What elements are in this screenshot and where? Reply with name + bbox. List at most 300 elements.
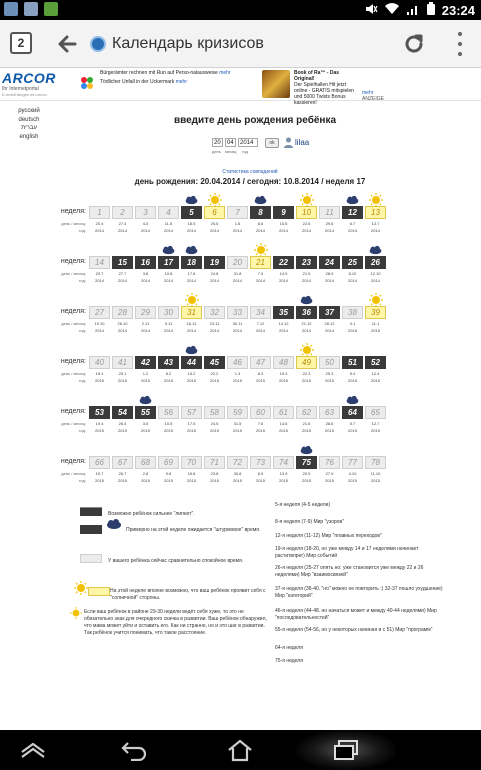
week-row <box>30 297 460 342</box>
year-row <box>89 428 386 433</box>
milestone-item[interactable]: 46-я неделя (44-48. но начаться может и между 40-44 неделями) Мир "последовательностей" <box>275 608 437 621</box>
day-month-value: 4.10 <box>348 471 357 476</box>
year-value: 2014 <box>233 328 242 333</box>
day-month-value: 14.6 <box>279 421 288 426</box>
empty-mark <box>135 443 156 456</box>
empty-mark <box>204 393 225 406</box>
week-cell[interactable]: 48 <box>273 356 294 369</box>
week-cell[interactable]: 44 <box>181 356 202 369</box>
empty-mark <box>365 443 386 456</box>
empty-mark <box>319 443 340 456</box>
milestone-item[interactable]: 26-я неделя (25-27 опять но: уже становится уже между 22 и 26 неделями) Мир "взаимосвязей" <box>275 565 424 578</box>
birthday-form: 20 04 2014 день месяц год ok lilaa <box>212 138 310 154</box>
year-value: 2014 <box>210 228 219 233</box>
day-month-value: 16.11 <box>186 321 197 326</box>
tabs-button[interactable]: 2 <box>10 32 32 54</box>
week-cell[interactable]: 8 <box>250 206 271 219</box>
empty-mark <box>89 293 110 306</box>
day-month-label: день / месяц: <box>61 471 86 476</box>
empty-mark <box>227 343 248 356</box>
week-cell[interactable]: 24 <box>319 256 340 269</box>
storm-cloud-icon <box>365 243 386 256</box>
week-cell[interactable]: 11 <box>319 206 340 219</box>
year-value: 2014 <box>302 228 311 233</box>
week-cell[interactable]: 13 <box>365 206 386 219</box>
month-input[interactable]: 04 <box>225 138 236 147</box>
arcor-logo[interactable]: ARCOR Ihr Internetportal E-mobil-iturgen ein-vrevo <box>2 70 56 97</box>
day-month-value: 8.6 <box>257 221 264 226</box>
legend-light-swatch <box>80 554 102 563</box>
week-cell[interactable]: 60 <box>250 406 271 419</box>
week-cell[interactable]: 26 <box>365 256 386 269</box>
week-cell[interactable]: 47 <box>250 356 271 369</box>
back-button[interactable] <box>52 29 82 59</box>
year-value: 2015 <box>302 378 311 383</box>
day-month-value: 18.1 <box>95 371 104 376</box>
week-cell[interactable]: 53 <box>89 406 110 419</box>
week-cell[interactable]: 19 <box>204 256 225 269</box>
overflow-menu-button[interactable] <box>450 32 470 56</box>
week-cell[interactable]: 10 <box>296 206 317 219</box>
week-cell[interactable]: 36 <box>296 306 317 319</box>
lang-russian[interactable]: русский <box>18 108 40 114</box>
game-ad[interactable]: Book of Ra™ - Das Original! Der Spielhallen Hit jetzt online - GRATIS mitspielen und 5000 Twists Bonus kassieren! mehr ANZEIGE <box>262 70 382 98</box>
year-value: 2014 <box>256 328 265 333</box>
week-cell[interactable]: 54 <box>112 406 133 419</box>
day-month-value: 5.10 <box>348 271 357 276</box>
week-cell[interactable]: 55 <box>135 406 156 419</box>
year-value: 2014 <box>325 328 334 333</box>
week-cell[interactable]: 41 <box>112 356 133 369</box>
milestone-item[interactable]: 37-я неделя (36-40. "но" можно не повторить :) 32-37 пошло ухудшение) Мир "категорий" <box>275 586 443 599</box>
year-value: 2015 <box>164 478 173 483</box>
note-sun-icon <box>70 607 82 622</box>
day-month-value: 14.12 <box>278 321 289 326</box>
day-month-value: 24.5 <box>210 421 219 426</box>
empty-mark <box>250 393 271 406</box>
week-cell[interactable]: 50 <box>319 356 340 369</box>
day-input[interactable]: 20 <box>212 138 223 147</box>
empty-mark <box>112 293 133 306</box>
day-month-value: 23.11 <box>209 321 220 326</box>
milestone-item[interactable]: 64-я неделя <box>275 645 303 651</box>
week-cell[interactable]: 28 <box>112 306 133 319</box>
day-month-value: 20.9 <box>302 471 311 476</box>
storm-cloud-icon <box>296 293 317 306</box>
user-link[interactable] <box>284 137 309 148</box>
nav-recents-button[interactable] <box>331 736 361 764</box>
empty-mark <box>273 343 294 356</box>
year-value: 2015 <box>348 378 357 383</box>
sun-icon <box>250 243 271 256</box>
week-cell[interactable]: 74 <box>273 456 294 469</box>
day-month-value: 12.4 <box>371 371 380 376</box>
week-cell[interactable]: 45 <box>204 356 225 369</box>
day-month-label: день / месяц: <box>61 421 86 426</box>
stats-link[interactable]: Статистика совпадений <box>222 169 278 175</box>
url-bar[interactable] <box>90 30 390 58</box>
empty-mark <box>250 443 271 456</box>
day-month-value: 22.6 <box>302 221 311 226</box>
week-cell[interactable]: 69 <box>158 456 179 469</box>
year-value: 2015 <box>325 378 334 383</box>
year-label: год: <box>79 228 86 233</box>
year-value: 2014 <box>279 228 288 233</box>
day-month-value: 7.9 <box>257 271 264 276</box>
day-month-value: 11.5 <box>164 221 173 226</box>
sun-icon <box>181 293 202 306</box>
day-month-label: день / месяц: <box>61 271 86 276</box>
ok-button[interactable]: ok <box>265 138 279 148</box>
week-cell[interactable]: 1 <box>89 206 110 219</box>
day-month-value: 28.12 <box>324 321 335 326</box>
week-cell[interactable]: 52 <box>365 356 386 369</box>
empty-mark <box>112 443 133 456</box>
sun-icon <box>296 193 317 206</box>
year-value: 2015 <box>118 378 127 383</box>
year-row <box>89 478 386 483</box>
mute-icon <box>364 2 378 19</box>
week-row <box>30 247 460 292</box>
milestone-item[interactable]: 5-я неделя (4-5 недели) <box>275 502 331 508</box>
week-cells <box>89 306 386 319</box>
week-cell[interactable]: 21 <box>250 256 271 269</box>
week-cell[interactable]: 6 <box>204 206 225 219</box>
week-cell[interactable]: 59 <box>227 406 248 419</box>
week-cell[interactable]: 57 <box>181 406 202 419</box>
year-value: 2015 <box>348 428 357 433</box>
week-cell[interactable]: 15 <box>112 256 133 269</box>
lang-german[interactable]: deutsch <box>18 116 40 123</box>
week-label: неделя: <box>60 408 86 415</box>
legend-dark-text: Возможно ребёнок сильнее "липнет". <box>108 511 195 517</box>
day-month-value: 19.10 <box>94 321 105 326</box>
user-icon <box>284 137 293 148</box>
year-value: 2014 <box>164 278 173 283</box>
lang-hebrew[interactable]: עברית <box>21 125 37 131</box>
week-marks <box>89 343 386 356</box>
week-cell[interactable]: 75 <box>296 456 317 469</box>
milestone-item[interactable]: 8-я неделя (7-9) Мир "узоров" <box>275 519 344 525</box>
week-cells <box>89 406 386 419</box>
week-cell[interactable]: 27 <box>89 306 110 319</box>
signal-icon <box>406 2 420 19</box>
day-month-value: 6.7 <box>349 221 356 226</box>
week-cells <box>89 256 386 269</box>
year-row <box>89 278 386 283</box>
empty-mark <box>342 443 363 456</box>
milestone-item[interactable]: 12-я неделя (11-12) Мир "плавных переходов" <box>275 533 382 539</box>
form-title: введите день рождения ребёнка <box>173 115 337 126</box>
week-cell[interactable]: 40 <box>89 356 110 369</box>
week-cell[interactable]: 2 <box>112 206 133 219</box>
year-label: год: <box>79 478 86 483</box>
news-item-1[interactable]: Bürgerämter rechnen mit Run auf Perso-nalausweise <box>100 70 218 76</box>
day-month-value: 25.5 <box>210 221 219 226</box>
day-month-row <box>89 471 386 476</box>
week-cells <box>89 456 386 469</box>
year-value: 2014 <box>325 228 334 233</box>
clock: 23:24 <box>441 3 475 18</box>
year-value: 2015 <box>95 378 104 383</box>
day-month-value: 9.8 <box>165 471 172 476</box>
empty-mark <box>135 243 156 256</box>
week-cell[interactable]: 68 <box>135 456 156 469</box>
empty-mark <box>273 193 294 206</box>
week-cell[interactable]: 12 <box>342 206 363 219</box>
empty-mark <box>342 293 363 306</box>
week-cells <box>89 206 386 219</box>
week-cell[interactable]: 76 <box>319 456 340 469</box>
week-cell[interactable]: 63 <box>319 406 340 419</box>
year-value: 2015 <box>95 428 104 433</box>
legend-storm-swatch <box>80 525 102 534</box>
empty-mark <box>250 343 271 356</box>
year-value: 2014 <box>279 328 288 333</box>
day-month-value: 12.7 <box>371 421 380 426</box>
year-value: 2014 <box>210 278 219 283</box>
year-value: 2014 <box>302 328 311 333</box>
day-month-value: 15.6 <box>279 221 288 226</box>
empty-mark <box>250 293 271 306</box>
news-item-2[interactable]: Tödlicher Unfall in der Uckermark <box>100 78 175 85</box>
language-list <box>14 107 44 141</box>
week-cell[interactable]: 73 <box>250 456 271 469</box>
year-input[interactable]: 2014 <box>238 138 258 147</box>
year-value: 2014 <box>371 278 380 283</box>
year-value: 2015 <box>371 378 380 383</box>
week-cell[interactable]: 72 <box>227 456 248 469</box>
empty-mark <box>89 243 110 256</box>
year-value: 2014 <box>187 328 196 333</box>
year-value: 2015 <box>256 478 265 483</box>
year-value: 2014 <box>348 228 357 233</box>
empty-mark <box>227 443 248 456</box>
week-cell[interactable]: 5 <box>181 206 202 219</box>
empty-mark <box>158 343 179 356</box>
day-month-value: 26.4 <box>118 421 127 426</box>
day-month-value: 10.5 <box>164 421 173 426</box>
empty-mark <box>204 443 225 456</box>
colorful-logo-icon <box>80 76 94 90</box>
year-value: 2014 <box>118 228 127 233</box>
week-cell[interactable]: 3 <box>135 206 156 219</box>
week-cell[interactable]: 78 <box>365 456 386 469</box>
year-value: 2014 <box>302 278 311 283</box>
menu-dot-icon <box>458 32 462 36</box>
day-month-value: 6.9 <box>257 471 264 476</box>
storm-cloud-icon <box>158 243 179 256</box>
year-value: 2015 <box>256 378 265 383</box>
day-month-value: 27.4 <box>118 221 127 226</box>
year-value: 2015 <box>141 478 150 483</box>
empty-mark <box>135 293 156 306</box>
week-cell[interactable]: 39 <box>365 306 386 319</box>
empty-mark <box>227 293 248 306</box>
week-cell[interactable]: 51 <box>342 356 363 369</box>
storm-cloud-icon <box>106 519 122 534</box>
reload-button[interactable] <box>400 30 428 58</box>
week-cell[interactable]: 14 <box>89 256 110 269</box>
day-month-value: 8.3 <box>257 371 264 376</box>
sun-icon <box>296 343 317 356</box>
year-label: год: <box>79 328 86 333</box>
nav-back-button[interactable] <box>120 736 150 764</box>
day-month-value: 21.6 <box>302 421 311 426</box>
day-month-value: 26.7 <box>118 471 127 476</box>
week-cell[interactable]: 46 <box>227 356 248 369</box>
empty-mark <box>135 193 156 206</box>
empty-mark <box>158 393 179 406</box>
year-value: 2015 <box>233 478 242 483</box>
week-cell[interactable]: 9 <box>273 206 294 219</box>
year-row <box>89 328 386 333</box>
week-marks <box>89 393 386 406</box>
year-value: 2015 <box>325 478 334 483</box>
week-label: неделя: <box>60 358 86 365</box>
day-month-row <box>89 321 386 326</box>
empty-mark <box>273 393 294 406</box>
week-cell[interactable]: 37 <box>319 306 340 319</box>
year-value: 2014 <box>164 228 173 233</box>
day-month-value: 3.8 <box>142 271 149 276</box>
week-cell[interactable]: 34 <box>250 306 271 319</box>
week-cell[interactable]: 29 <box>135 306 156 319</box>
day-month-row <box>89 221 386 226</box>
year-value: 2014 <box>118 278 127 283</box>
day-month-value: 15.2 <box>187 371 196 376</box>
day-month-value: 29.3 <box>325 371 334 376</box>
recents-icon <box>333 739 359 761</box>
year-value: 2014 <box>210 328 219 333</box>
week-cell[interactable]: 61 <box>273 406 294 419</box>
day-month-value: 3.5 <box>142 421 149 426</box>
week-cell[interactable]: 71 <box>204 456 225 469</box>
week-cell[interactable]: 43 <box>158 356 179 369</box>
week-cell[interactable]: 25 <box>342 256 363 269</box>
milestone-item[interactable]: 55-я неделя (54-56, но у некоторых начиная и с 51) Мир "программ" <box>275 627 433 633</box>
week-cell[interactable]: 4 <box>158 206 179 219</box>
week-cell[interactable]: 70 <box>181 456 202 469</box>
week-cell[interactable]: 20 <box>227 256 248 269</box>
chevron-up-icon <box>19 740 47 760</box>
year-value: 2015 <box>256 428 265 433</box>
week-marks <box>89 193 386 206</box>
week-cell[interactable]: 38 <box>342 306 363 319</box>
year-value: 2015 <box>348 478 357 483</box>
week-cell[interactable]: 58 <box>204 406 225 419</box>
storm-cloud-icon <box>342 193 363 206</box>
week-cell[interactable]: 49 <box>296 356 317 369</box>
storm-cloud-icon <box>250 193 271 206</box>
year-value: 2015 <box>233 428 242 433</box>
milestone-item[interactable]: 75-я неделя <box>275 658 303 664</box>
week-cell[interactable]: 65 <box>365 406 386 419</box>
week-cell[interactable]: 32 <box>204 306 225 319</box>
week-cell[interactable]: 22 <box>273 256 294 269</box>
day-month-label: день / месяц: <box>61 371 86 376</box>
week-cell[interactable]: 42 <box>135 356 156 369</box>
empty-mark <box>181 443 202 456</box>
hide-keyboard-button[interactable] <box>18 736 48 764</box>
wifi-icon <box>384 2 400 19</box>
year-value: 2015 <box>371 428 380 433</box>
day-month-value: 22.2 <box>210 371 219 376</box>
week-cell[interactable]: 56 <box>158 406 179 419</box>
year-row <box>89 228 386 233</box>
status-bar <box>0 0 481 20</box>
empty-mark <box>227 243 248 256</box>
nav-home-button[interactable] <box>225 736 255 764</box>
milestone-item[interactable]: 19-я неделя (18-20, но уже между 14 и 17 неделями начинает раститвпрег) Мир событий <box>275 546 419 559</box>
menu-dot-icon <box>458 42 462 46</box>
week-cell[interactable]: 16 <box>135 256 156 269</box>
week-marks <box>89 293 386 306</box>
week-cell[interactable]: 77 <box>342 456 363 469</box>
year-value: 2015 <box>187 378 196 383</box>
lang-english[interactable]: english <box>19 133 39 140</box>
empty-mark <box>112 193 133 206</box>
day-month-value: 1.3 <box>234 371 241 376</box>
week-cell[interactable]: 17 <box>158 256 179 269</box>
week-cell[interactable]: 33 <box>227 306 248 319</box>
week-cell[interactable]: 23 <box>296 256 317 269</box>
legend-sun-icon <box>74 581 88 598</box>
week-cell[interactable]: 30 <box>158 306 179 319</box>
day-month-value: 28.6 <box>325 421 334 426</box>
day-month-value: 2.11 <box>141 321 150 326</box>
year-value: 2015 <box>141 428 150 433</box>
week-cell[interactable]: 31 <box>181 306 202 319</box>
day-month-row <box>89 271 386 276</box>
empty-mark <box>112 243 133 256</box>
reload-icon <box>402 32 426 56</box>
day-month-value: 28.9 <box>325 271 334 276</box>
year-value: 2014 <box>256 228 265 233</box>
day-month-value: 14.9 <box>279 271 288 276</box>
empty-mark <box>89 343 110 356</box>
week-cell[interactable]: 7 <box>227 206 248 219</box>
storm-cloud-icon <box>181 343 202 356</box>
empty-mark <box>296 393 317 406</box>
empty-mark <box>158 443 179 456</box>
empty-mark <box>112 393 133 406</box>
empty-mark <box>319 193 340 206</box>
year-value: 2014 <box>141 328 150 333</box>
image-icon <box>24 2 38 16</box>
week-cell[interactable]: 18 <box>181 256 202 269</box>
back-arrow-icon <box>55 32 79 56</box>
week-cell[interactable]: 66 <box>89 456 110 469</box>
news-ad[interactable]: Bürgerämter rechnen mit Run auf Perso-nalausweise mehr Tödlicher Unfall in der Uckermark mehr <box>100 70 231 85</box>
year-value: 2015 <box>325 428 334 433</box>
empty-mark <box>204 243 225 256</box>
day-month-value: 7.12 <box>256 321 265 326</box>
year-value: 2015 <box>302 478 311 483</box>
week-cell[interactable]: 64 <box>342 406 363 419</box>
week-cell[interactable]: 35 <box>273 306 294 319</box>
day-month-value: 26.10 <box>117 321 128 326</box>
week-label: неделя: <box>60 208 86 215</box>
day-month-value: 17.5 <box>187 421 196 426</box>
storm-cloud-icon <box>342 393 363 406</box>
day-month-value: 24.8 <box>210 271 219 276</box>
empty-mark <box>227 193 248 206</box>
week-cell[interactable]: 62 <box>296 406 317 419</box>
week-cell[interactable]: 67 <box>112 456 133 469</box>
page-title: Календарь кризисов <box>112 35 264 52</box>
week-marks <box>89 443 386 456</box>
